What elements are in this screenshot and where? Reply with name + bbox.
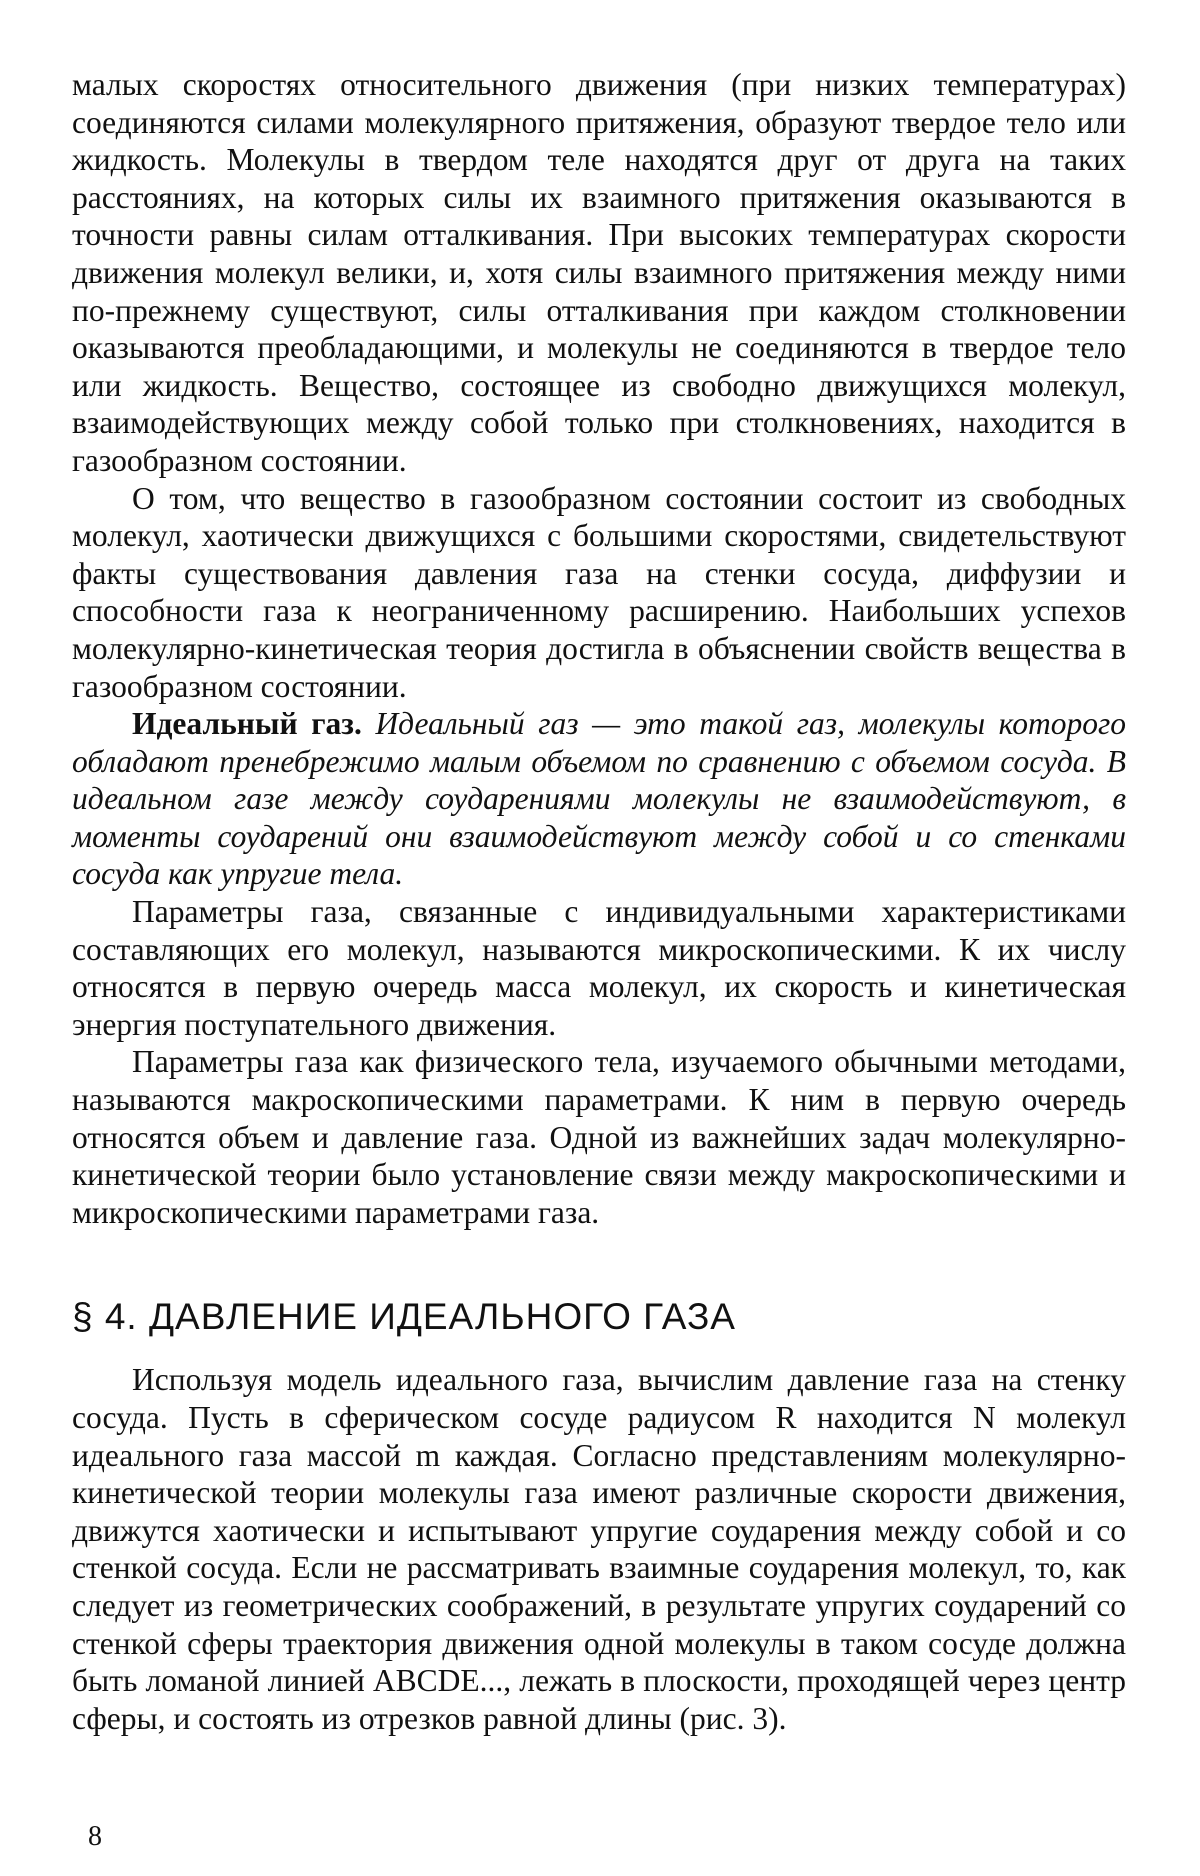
- paragraph-pressure-derivation: Используя модель идеального газа, вычислим давление газа на стенку сосуда. Пусть в сферическом сосуде радиусом R находится N молекул идеального газа массой m каждая. Согласно представлениям молекулярно-кинетической теории молекулы газа имеют различные скорости движения, движутся хаотически и испытывают упругие соударения между собой и со стенкой сосуда. Если не рассматривать взаимные соударения молекул, то, как следует из геометрических соображений, в результате упругих соударений со стенкой сферы траектория движения одной молекулы в таком сосуде должна быть ломаной линией ABCDE..., лежать в плоскости, проходящей через центр сферы, и состоять из отрезков равной длины (рис. 3).: [72, 1362, 1126, 1736]
- paragraph-microscopic-parameters: Параметры газа, связанные с индивидуальными характеристиками составляющих его молекул, называются микроскопическими. К их числу относятся в первую очередь масса молекул, их скорость и кинетическая энергия поступательного движения.: [72, 894, 1126, 1042]
- paragraph-molecular-states: малых скоростях относительного движения (при низких температурах) соединяются силами молекулярного притяжения, образуют твердое тело или жидкость. Молекулы в твердом теле находятся друг от друга на таких расстояниях, на которых силы их взаимного притяжения оказываются в точности равны силам отталкивания. При высоких температурах скорости движения молекул велики, и, хотя силы взаимного притяжения между ними по-прежнему существуют, силы отталкивания при каждом столкновении оказываются преобладающими, и молекулы не соединяются в твердое тело или жидкость. Вещество, состоящее из свободно движущихся молекул, взаимодействующих между собой только при столкновениях, находится в газообразном состоянии.: [72, 67, 1126, 478]
- page-number: 8: [88, 1821, 102, 1852]
- paragraph-ideal-gas-definition: [72, 705, 1126, 893]
- page-body: [72, 66, 1126, 1737]
- ideal-gas-definition-text: Идеальный газ — это такой газ, молекулы которого обладают пренебрежимо малым объемом по сравнению с объемом сосуда. В идеальном газе между соударениями молекулы не взаимодействуют, в моменты соударений они взаимодействуют между собой и со стенками сосуда как упругие тела.: [72, 706, 1126, 892]
- section-heading: § 4. ДАВЛЕНИЕ ИДЕАЛЬНОГО ГАЗА: [72, 1296, 736, 1338]
- paragraph-macroscopic-parameters: Параметры газа как физического тела, изучаемого обычными методами, называются макроскопическими параметрами. К ним в первую очередь относятся объем и давление газа. Одной из важнейших задач молекулярно-кинетической теории было установление связи между макроскопическими и микроскопическими параметрами газа.: [72, 1044, 1126, 1230]
- paragraph-gas-evidence: О том, что вещество в газообразном состоянии состоит из свободных молекул, хаотически движущихся с большими скоростями, свидетельствуют факты существования давления газа на стенки сосуда, диффузии и способности газа к неограниченному расширению. Наибольших успехов молекулярно-кинетическая теория достигла в объяснении свойств вещества в газообразном состоянии.: [72, 480, 1126, 704]
- ideal-gas-heading: Идеальный газ.: [132, 706, 362, 742]
